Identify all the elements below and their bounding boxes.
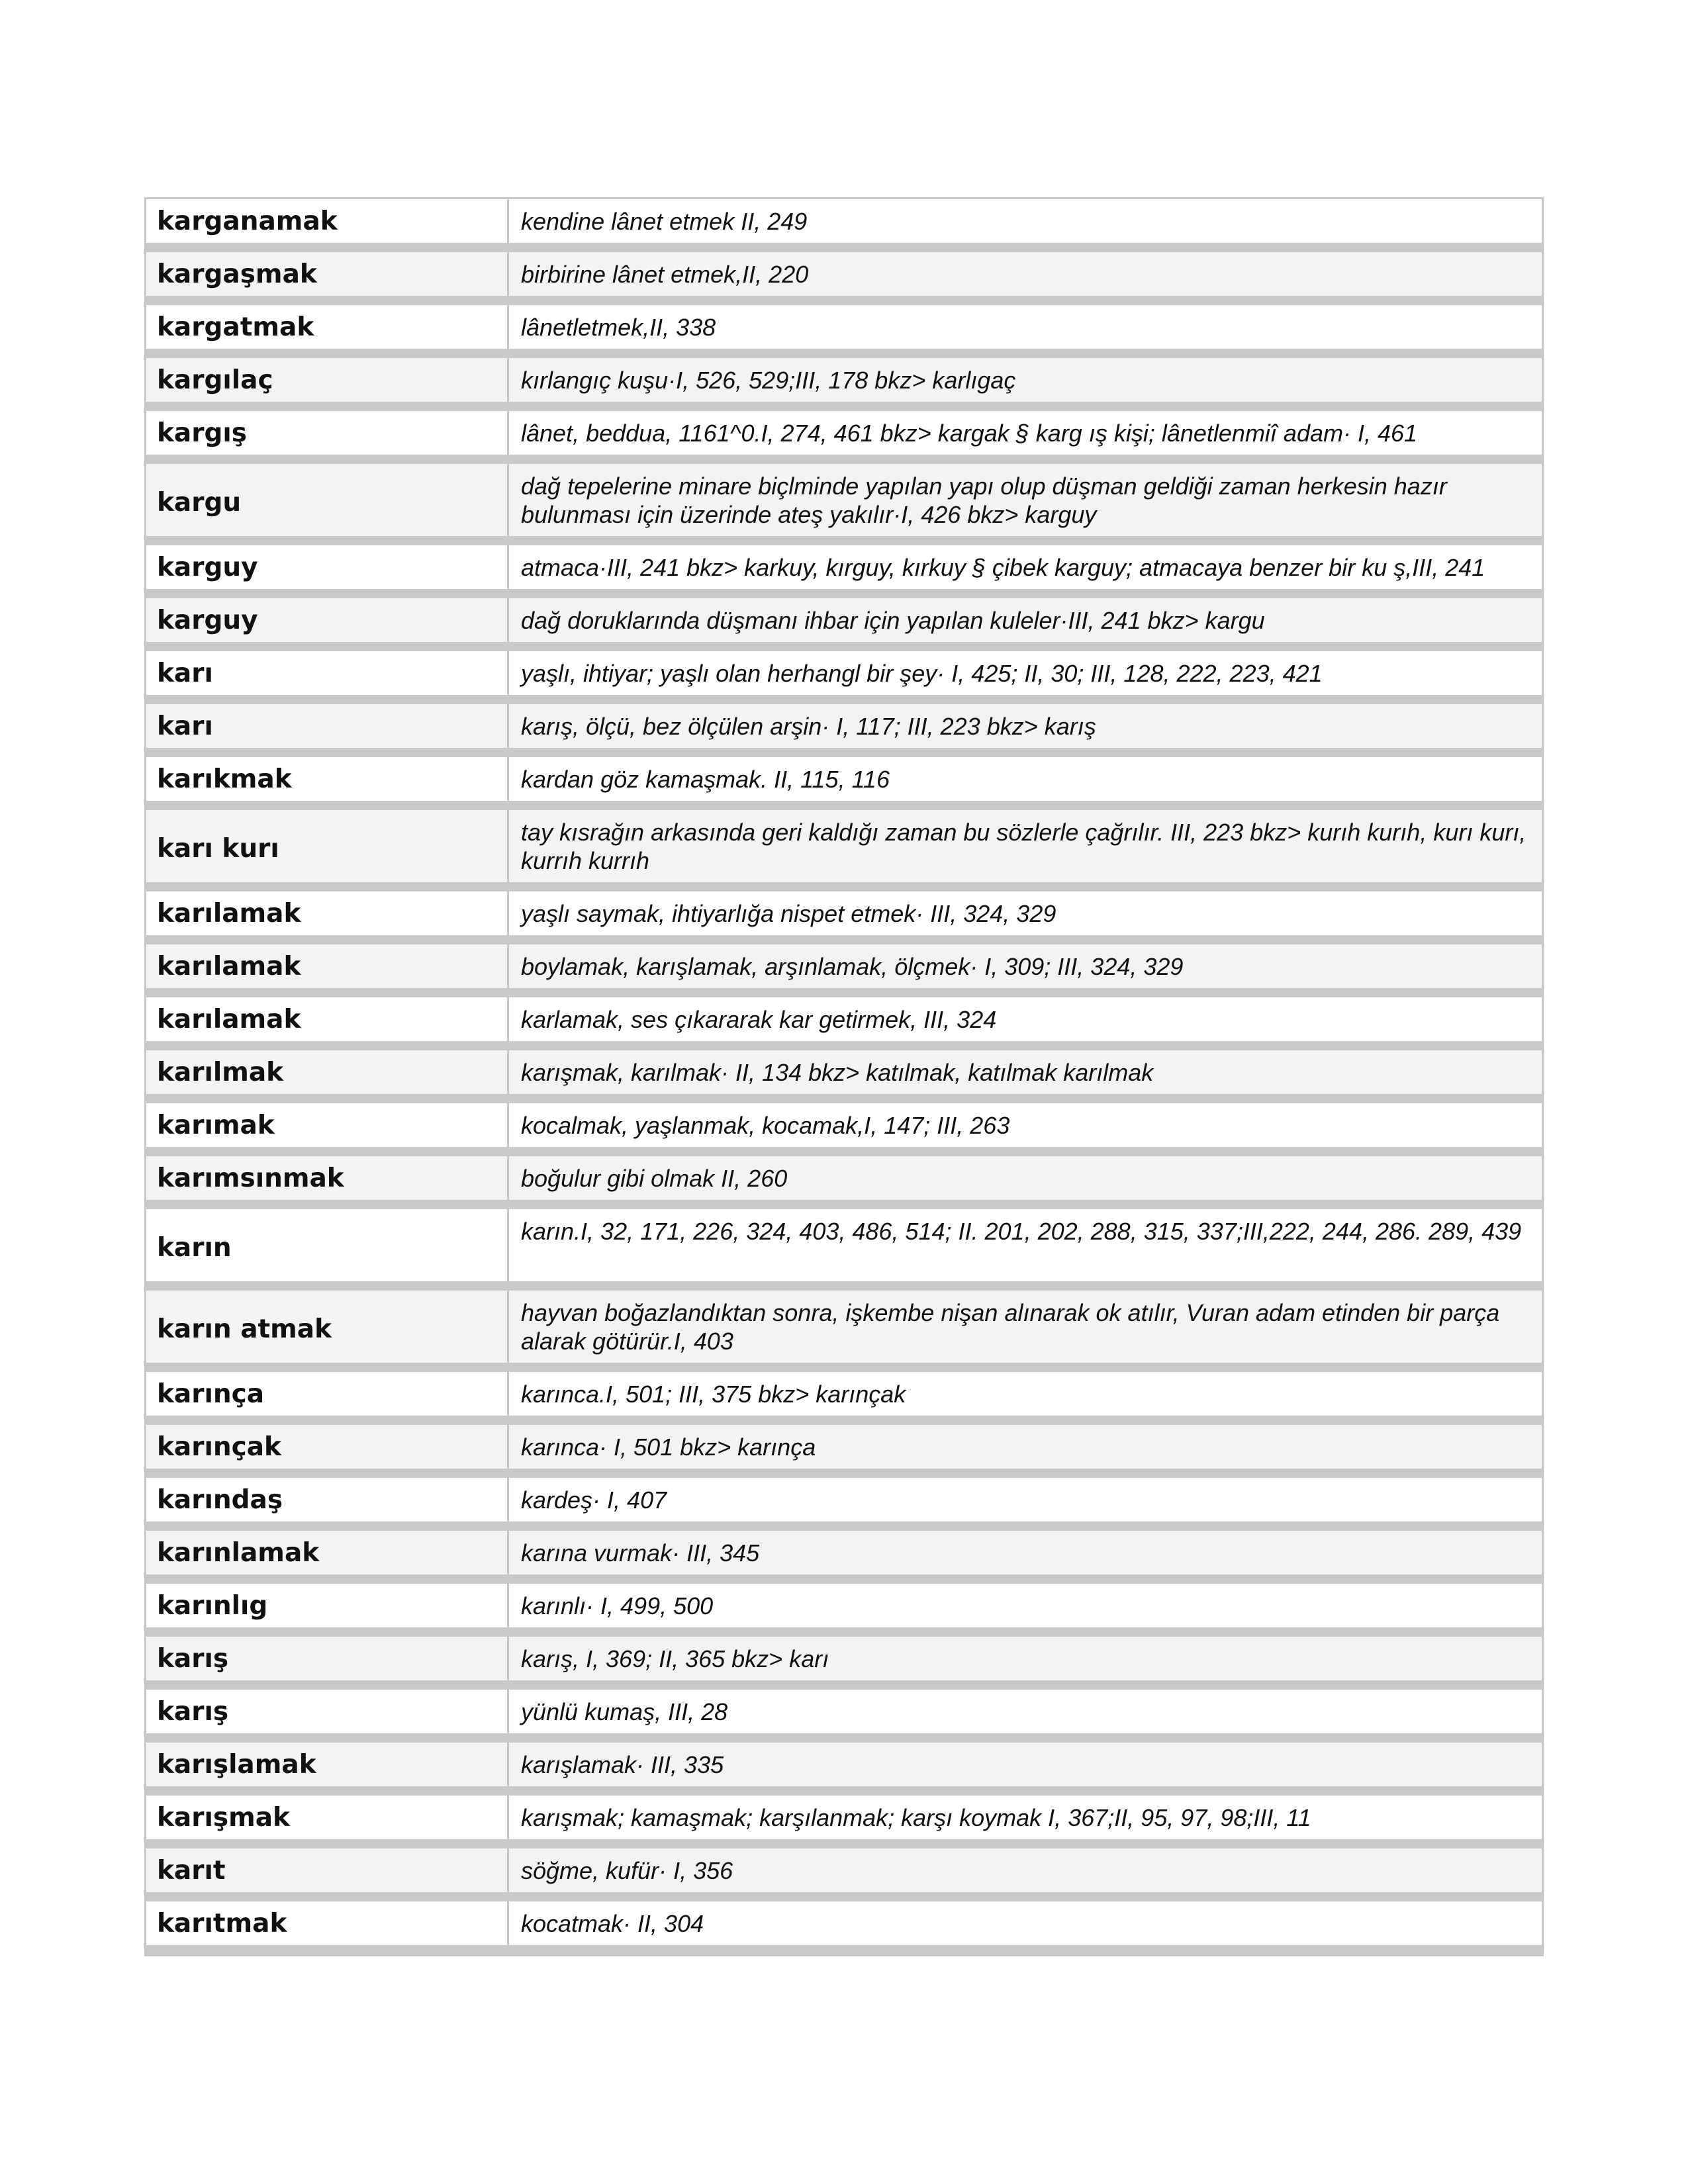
table-row: [146, 997, 1542, 1050]
entry-definition: boğulur gibi olmak II, 260: [509, 1156, 1542, 1200]
entry-term: karın atmak: [146, 1291, 509, 1363]
table-row: [146, 651, 1542, 704]
entry-term: karguy: [146, 598, 509, 642]
entry-definition: karışlamak· III, 335: [509, 1743, 1542, 1786]
entry-definition: boylamak, karışlamak, arşınlamak, ölçmek· I, 309; III, 324, 329: [509, 944, 1542, 988]
table-row: [146, 411, 1542, 464]
table-row: [146, 1531, 1542, 1584]
table-row: [146, 252, 1542, 305]
entry-definition: söğme, kufür· I, 356: [509, 1848, 1542, 1892]
table-row: [146, 1901, 1542, 1954]
entry-term: karınlamak: [146, 1531, 509, 1574]
entry-definition: karına vurmak· III, 345: [509, 1531, 1542, 1574]
table-row: [146, 891, 1542, 944]
entry-definition: yünlü kumaş, III, 28: [509, 1690, 1542, 1733]
table-row: [146, 1478, 1542, 1531]
entry-term: karınlıg: [146, 1584, 509, 1627]
entry-definition: karlamak, ses çıkararak kar getirmek, III, 324: [509, 997, 1542, 1041]
table-row: [146, 545, 1542, 598]
entry-term: karındaş: [146, 1478, 509, 1522]
entry-definition: karışmak; kamaşmak; karşılanmak; karşı koymak I, 367;II, 95, 97, 98;III, 11: [509, 1796, 1542, 1839]
table-row: [146, 598, 1542, 651]
entry-term: karı: [146, 651, 509, 695]
entry-definition: kocalmak, yaşlanmak, kocamak,I, 147; III, 263: [509, 1103, 1542, 1147]
table-row: [146, 1291, 1542, 1372]
table-row: [146, 1848, 1542, 1901]
entry-definition: atmaca·III, 241 bkz> karkuy, kırguy, kırkuy § çibek karguy; atmacaya benzer bir ku ş,III, 241: [509, 545, 1542, 589]
table-row: [146, 810, 1542, 891]
entry-term: kargış: [146, 411, 509, 455]
entry-term: karılamak: [146, 944, 509, 988]
table-row: [146, 1156, 1542, 1209]
table-row: [146, 1209, 1542, 1291]
entry-definition: karışmak, karılmak· II, 134 bkz> katılmak, katılmak karılmak: [509, 1050, 1542, 1094]
entry-definition: karın.I, 32, 171, 226, 324, 403, 486, 514; II. 201, 202, 288, 315, 337;III,222, 244, 286. 289, 439: [509, 1209, 1542, 1281]
entry-definition: lânet, beddua, 1161^0.I, 274, 461 bkz> kargak § karg ış kişi; lânetlenmiî adam· I, 461: [509, 411, 1542, 455]
entry-term: karınça: [146, 1372, 509, 1416]
entry-term: karımsınmak: [146, 1156, 509, 1200]
table-row: [146, 1050, 1542, 1103]
table-row: [146, 358, 1542, 411]
table-row: [146, 1372, 1542, 1425]
entry-term: kargatmak: [146, 305, 509, 349]
dictionary-table: [144, 197, 1544, 1956]
entry-term: kargu: [146, 464, 509, 536]
entry-definition: karınca· I, 501 bkz> karınça: [509, 1425, 1542, 1469]
entry-term: karı kurı: [146, 810, 509, 882]
table-row: [146, 1637, 1542, 1690]
entry-term: karı: [146, 704, 509, 748]
entry-term: karganamak: [146, 199, 509, 243]
table-row: [146, 305, 1542, 358]
table-row: [146, 1796, 1542, 1848]
entry-definition: yaşlı, ihtiyar; yaşlı olan herhangl bir şey· I, 425; II, 30; III, 128, 222, 223, 421: [509, 651, 1542, 695]
table-row: [146, 944, 1542, 997]
table-row: [146, 1584, 1542, 1637]
table-row: [146, 1743, 1542, 1796]
table-row: [146, 1103, 1542, 1156]
entry-term: karıtmak: [146, 1901, 509, 1945]
entry-definition: kardeş· I, 407: [509, 1478, 1542, 1522]
table-row: [146, 464, 1542, 545]
entry-definition: tay kısrağın arkasında geri kaldığı zaman bu sözlerle çağrılır. III, 223 bkz> kurıh kurıh, kurı kurı, kurrıh kurrıh: [509, 810, 1542, 882]
entry-definition: karış, ölçü, bez ölçülen arşin· I, 117; III, 223 bkz> karış: [509, 704, 1542, 748]
entry-definition: birbirine lânet etmek,II, 220: [509, 252, 1542, 296]
entry-term: karış: [146, 1637, 509, 1680]
entry-definition: kardan göz kamaşmak. II, 115, 116: [509, 757, 1542, 801]
entry-definition: dağ tepelerine minare biçlminde yapılan yapı olup düşman geldiği zaman herkesin hazır bulunması için üzerinde ateş yakılır·I, 426 bkz> karguy: [509, 464, 1542, 536]
entry-term: karışlamak: [146, 1743, 509, 1786]
entry-term: karış: [146, 1690, 509, 1733]
table-row: [146, 704, 1542, 757]
entry-definition: kendine lânet etmek II, 249: [509, 199, 1542, 243]
entry-term: karıkmak: [146, 757, 509, 801]
entry-term: karışmak: [146, 1796, 509, 1839]
entry-definition: karınca.I, 501; III, 375 bkz> karınçak: [509, 1372, 1542, 1416]
table-row: [146, 757, 1542, 810]
entry-definition: dağ doruklarında düşmanı ihbar için yapılan kuleler·III, 241 bkz> kargu: [509, 598, 1542, 642]
entry-term: karılmak: [146, 1050, 509, 1094]
entry-term: karın: [146, 1209, 509, 1281]
entry-definition: kocatmak· II, 304: [509, 1901, 1542, 1945]
entry-term: karıt: [146, 1848, 509, 1892]
entry-definition: yaşlı saymak, ihtiyarlığa nispet etmek· III, 324, 329: [509, 891, 1542, 935]
entry-term: karılamak: [146, 997, 509, 1041]
entry-definition: karınlı· I, 499, 500: [509, 1584, 1542, 1627]
entry-definition: kırlangıç kuşu·I, 526, 529;III, 178 bkz> karlıgaç: [509, 358, 1542, 402]
table-row: [146, 1425, 1542, 1478]
table-row: [146, 1690, 1542, 1743]
entry-term: karınçak: [146, 1425, 509, 1469]
entry-term: kargaşmak: [146, 252, 509, 296]
entry-definition: karış, I, 369; II, 365 bkz> karı: [509, 1637, 1542, 1680]
entry-term: kargılaç: [146, 358, 509, 402]
entry-term: karılamak: [146, 891, 509, 935]
entry-definition: hayvan boğazlandıktan sonra, işkembe nişan alınarak ok atılır, Vuran adam etinden bir parça alarak götürür.I, 403: [509, 1291, 1542, 1363]
entry-term: karguy: [146, 545, 509, 589]
table-row: [146, 199, 1542, 252]
entry-definition: lânetletmek,II, 338: [509, 305, 1542, 349]
entry-term: karımak: [146, 1103, 509, 1147]
